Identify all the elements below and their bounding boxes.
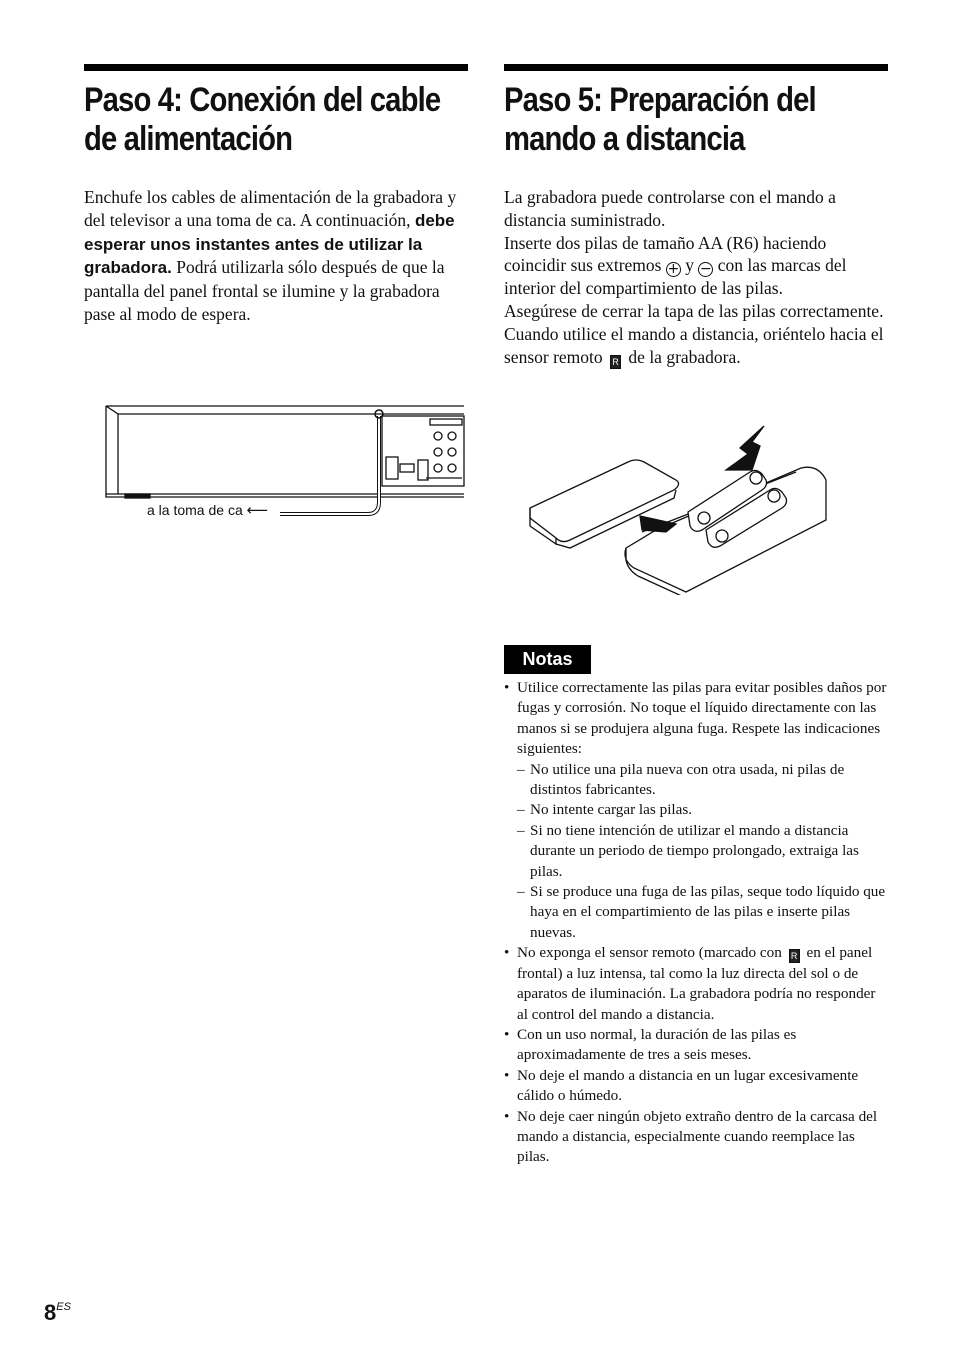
list-item: • Con un uso normal, la duración de las pilas es aproximadamente de tres a seis meses. — [504, 1025, 888, 1066]
recorder-power-figure — [100, 402, 470, 527]
step5-section — [504, 64, 888, 369]
step5-para2-text-2: con las marcas del interior del compartimiento de las pilas. — [504, 255, 847, 299]
list-item — [504, 678, 888, 943]
list-item: • No deje caer ningún objeto extraño dentro de la carcasa del mando a distancia, especialmente cuando reemplace las pilas. — [504, 1107, 888, 1168]
note-text: No exponga el sensor remoto (marcado con — [517, 944, 786, 962]
step5-para3-text: Asegúrese de cerrar la tapa de las pilas correctamente. Cuando utilice el mando a distancia, oriéntelo hacia el sensor remoto — [504, 301, 884, 367]
remote-sensor-icon: R — [610, 355, 621, 369]
remote-battery-figure — [526, 420, 831, 595]
notes-badge: Notas — [504, 645, 591, 674]
step5-title: Paso 5: Preparación del mando a distancia — [504, 81, 816, 158]
step5-para3 — [504, 300, 888, 369]
power-outlet-label-text: a la toma de ca — [147, 502, 243, 518]
note-text-2: en el panel frontal) a luz intensa, tal como la luz directa del sol o de aparatos de iluminación. La grabadora podría no responder al control del mando a distancia. — [517, 944, 876, 1023]
page-number — [44, 1300, 71, 1326]
step4-section — [84, 64, 468, 326]
step5-para2-y: y — [680, 255, 699, 276]
step5-para2-text: Inserte dos pilas de tamaño AA (R6) haciendo coincidir sus extremos — [504, 232, 827, 276]
list-item: – No utilice una pila nueva con otra usada, ni pilas de distintos fabricantes. — [517, 760, 888, 801]
list-item — [504, 943, 888, 1025]
section-rule — [84, 64, 468, 71]
list-item: – Si se produce una fuga de las pilas, seque todo líquido que haya en el compartimiento de las pilas e inserte pilas nuevas. — [517, 882, 888, 943]
step4-title: Paso 4: Conexión del cable de alimentación — [84, 81, 441, 158]
step5-para3-text-2: de la grabadora. — [624, 346, 741, 367]
list-item: – Si no tiene intención de utilizar el mando a distancia durante un periodo de tiempo prolongado, extraiga las pilas. — [517, 821, 888, 882]
section-rule — [504, 64, 888, 71]
step4-body-text: Enchufe los cables de alimentación de la grabadora y del televisor a una toma de ca. A continuación, — [84, 187, 457, 230]
step5-para2 — [504, 232, 888, 301]
notes-list — [504, 678, 888, 1168]
remote-sensor-icon: R — [789, 949, 800, 963]
list-item: – No intente cargar las pilas. — [517, 800, 888, 820]
step5-para1: La grabadora puede controlarse con el mando a distancia suministrado. — [504, 187, 836, 230]
power-outlet-label — [147, 501, 268, 519]
arrow-left-icon: ⟵ — [246, 501, 269, 519]
plus-icon: + — [667, 261, 680, 278]
page-number-value: 8 — [44, 1300, 57, 1325]
note-text: Utilice correctamente las pilas para evitar posibles daños por fugas y corrosión. No toque el líquido directamente con las manos si se produjera alguna fuga. Respete las indicaciones siguientes: — [517, 679, 887, 758]
sub-list — [517, 760, 888, 944]
step4-body-text-2: Podrá utilizarla sólo después de que la pantalla del panel frontal se ilumine y la grabadora pase al modo de espera. — [84, 257, 445, 324]
remote-illustration — [526, 420, 831, 595]
language-code: ES — [56, 1301, 71, 1313]
list-item: • No deje el mando a distancia en un lugar excesivamente cálido o húmedo. — [504, 1066, 888, 1107]
step4-body-bold: debe esperar unos instantes antes de utilizar la grabadora. — [84, 210, 455, 278]
step4-body — [84, 186, 468, 326]
minus-icon: − — [699, 261, 712, 278]
